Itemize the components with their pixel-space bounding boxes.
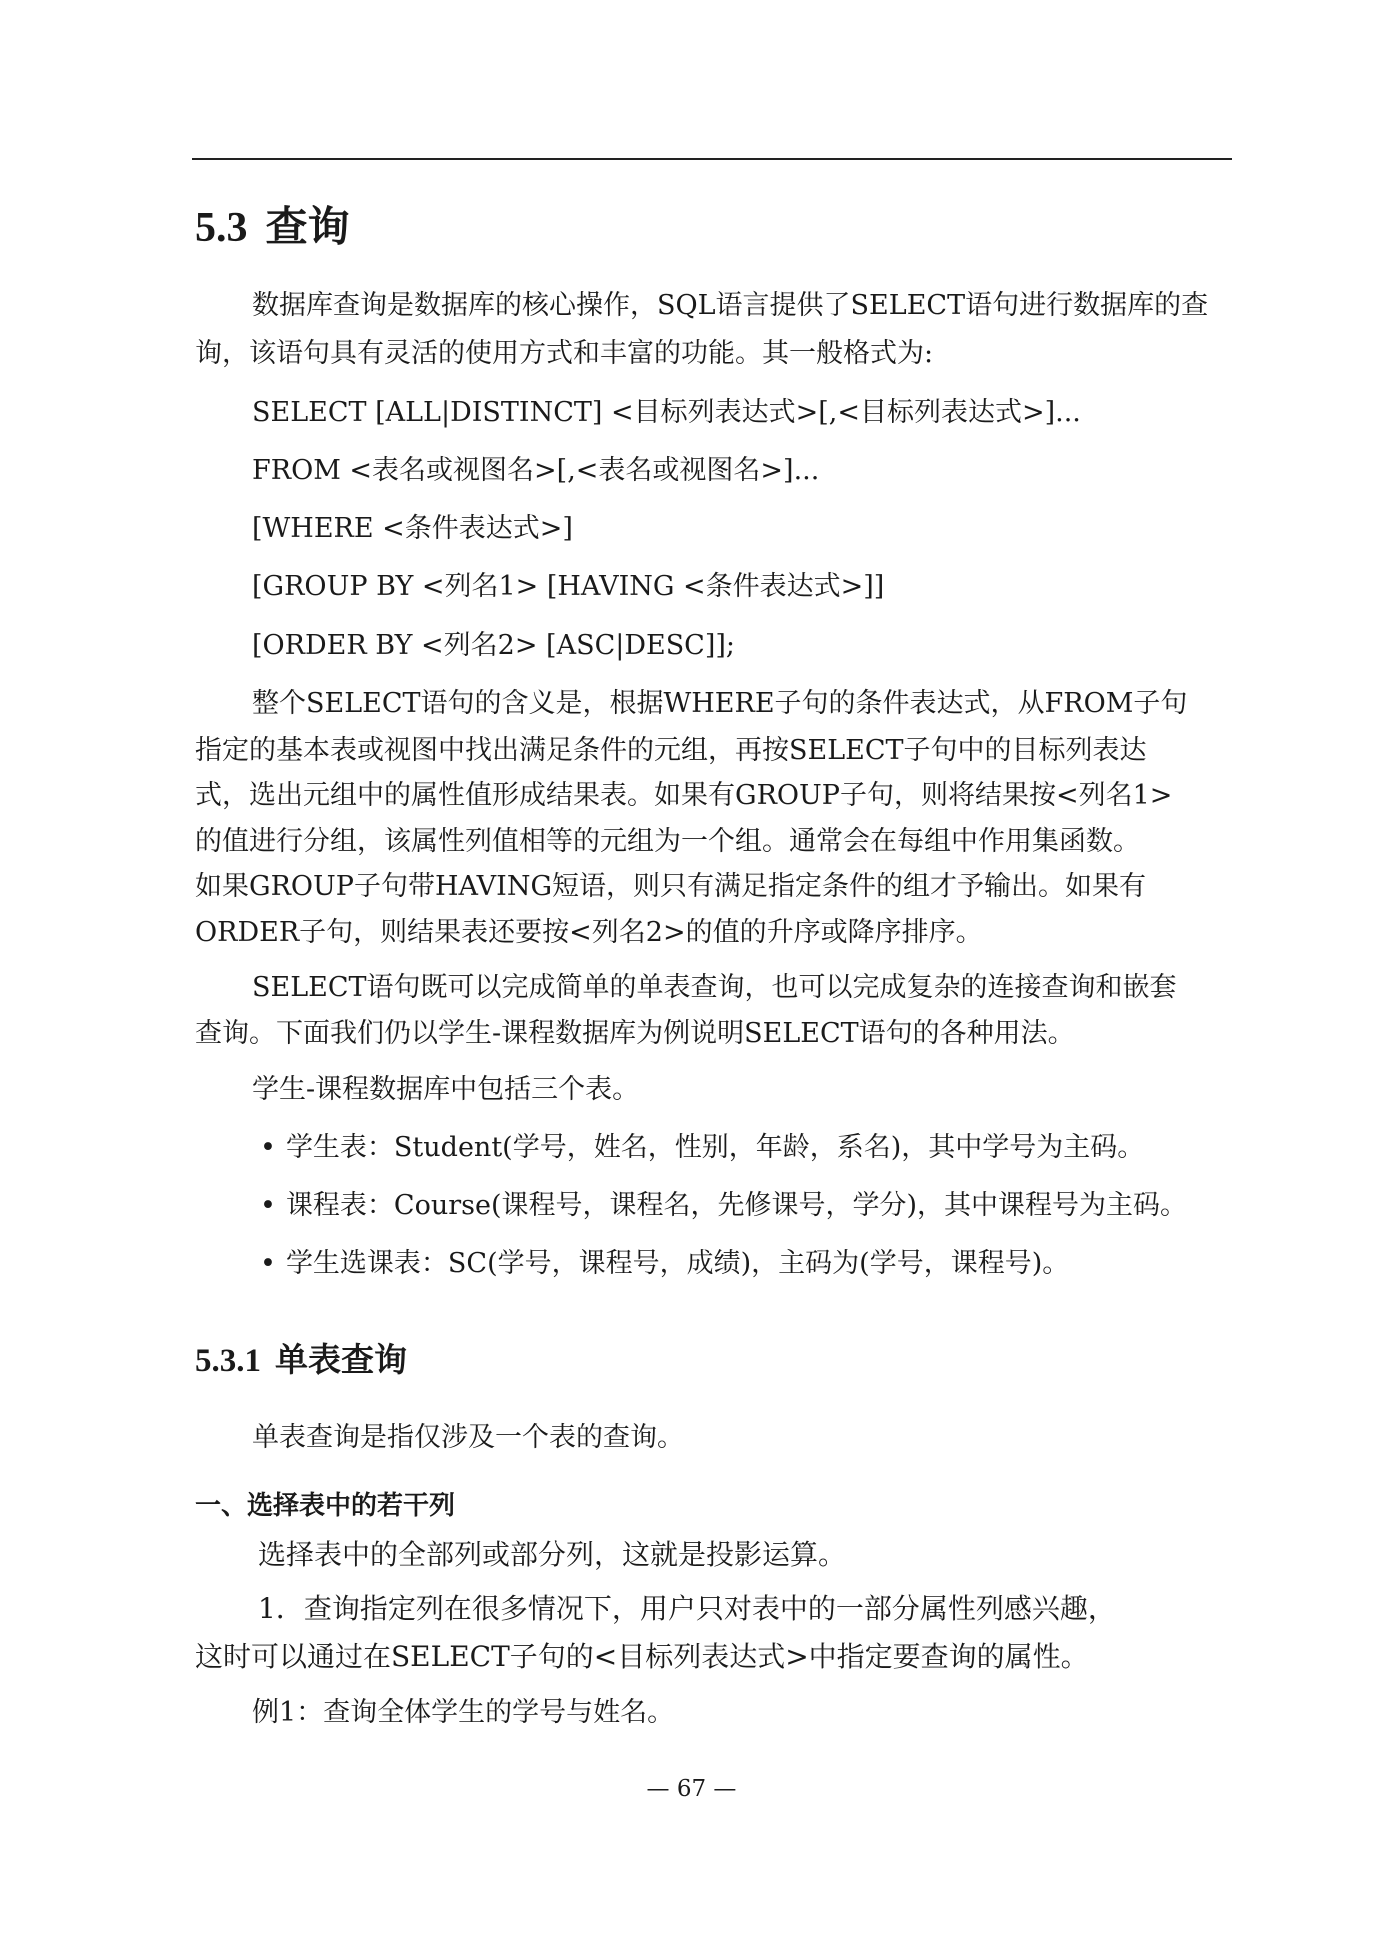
table-student: 学生表：Student(学号，姓名，性别，年龄，系名)，其中学号为主码。	[285, 1132, 1145, 1163]
page-number: — 67 —	[646, 1776, 737, 1802]
subheading: 一、选择表中的若干列	[195, 1491, 456, 1521]
meaning-line: 式，选出元组中的属性值形成结果表。如果有GROUP子句，则将结果按<列名1>	[195, 780, 1173, 811]
bullet-icon: •	[260, 1190, 276, 1221]
section-number: 5.3	[195, 205, 248, 251]
subsection-number: 5.3.1	[195, 1343, 261, 1379]
meaning-line: 的值进行分组，该属性列值相等的元组为一个组。通常会在每组中作用集函数。	[195, 826, 1140, 857]
syntax-line: SELECT [ALL|DISTINCT] <目标列表达式>[,<目标列表达式>]...	[252, 397, 1081, 428]
table-bullet	[260, 1190, 1187, 1222]
item1-line: 这时可以通过在SELECT子句的<目标列表达式>中指定要查询的属性。	[195, 1640, 1089, 1673]
usage-line: 查询。下面我们仍以学生-课程数据库为例说明SELECT语句的各种用法。	[195, 1018, 1075, 1049]
usage-line: SELECT语句既可以完成简单的单表查询，也可以完成复杂的连接查询和嵌套	[252, 972, 1177, 1003]
single-table-intro: 单表查询是指仅涉及一个表的查询。	[252, 1422, 684, 1453]
syntax-line: [GROUP BY <列名1> [HAVING <条件表达式>]]	[252, 571, 885, 602]
section-heading	[195, 194, 350, 254]
bullet-icon: •	[260, 1132, 276, 1163]
bullet-icon: •	[260, 1248, 276, 1279]
table-course: 课程表：Course(课程号，课程名，先修课号，学分)，其中课程号为主码。	[285, 1190, 1188, 1221]
section-title: 查询	[265, 202, 350, 251]
syntax-line: FROM <表名或视图名>[,<表名或视图名>]...	[252, 455, 820, 486]
select-cols-line: 选择表中的全部列或部分列，这就是投影运算。	[258, 1538, 847, 1571]
header-rule	[192, 158, 1232, 160]
intro-line: 数据库查询是数据库的核心操作，SQL语言提供了SELECT语句进行数据库的查	[252, 290, 1209, 321]
table-bullet	[260, 1132, 1144, 1164]
meaning-line: ORDER子句，则结果表还要按<列名2>的值的升序或降序排序。	[195, 917, 983, 948]
item1-line: 1．查询指定列在很多情况下，用户只对表中的一部分属性列感兴趣，	[258, 1592, 1116, 1625]
meaning-line: 整个SELECT语句的含义是，根据WHERE子句的条件表达式，从FROM子句	[252, 688, 1188, 719]
example-1: 例1：查询全体学生的学号与姓名。	[252, 1697, 675, 1728]
db-intro: 学生-课程数据库中包括三个表。	[252, 1074, 640, 1105]
syntax-line: [WHERE <条件表达式>]	[252, 513, 573, 544]
syntax-line: [ORDER BY <列名2> [ASC|DESC]];	[252, 630, 736, 661]
intro-line: 询，该语句具有灵活的使用方式和丰富的功能。其一般格式为:	[195, 338, 934, 369]
subsection-heading	[195, 1334, 407, 1381]
meaning-line: 指定的基本表或视图中找出满足条件的元组，再按SELECT子句中的目标列表达	[195, 735, 1147, 766]
table-bullet	[260, 1248, 1069, 1280]
meaning-line: 如果GROUP子句带HAVING短语，则只有满足指定条件的组才予输出。如果有	[195, 871, 1147, 902]
subsection-title: 单表查询	[275, 1340, 407, 1379]
table-sc: 学生选课表：SC(学号，课程号，成绩)，主码为(学号，课程号)。	[285, 1248, 1070, 1279]
